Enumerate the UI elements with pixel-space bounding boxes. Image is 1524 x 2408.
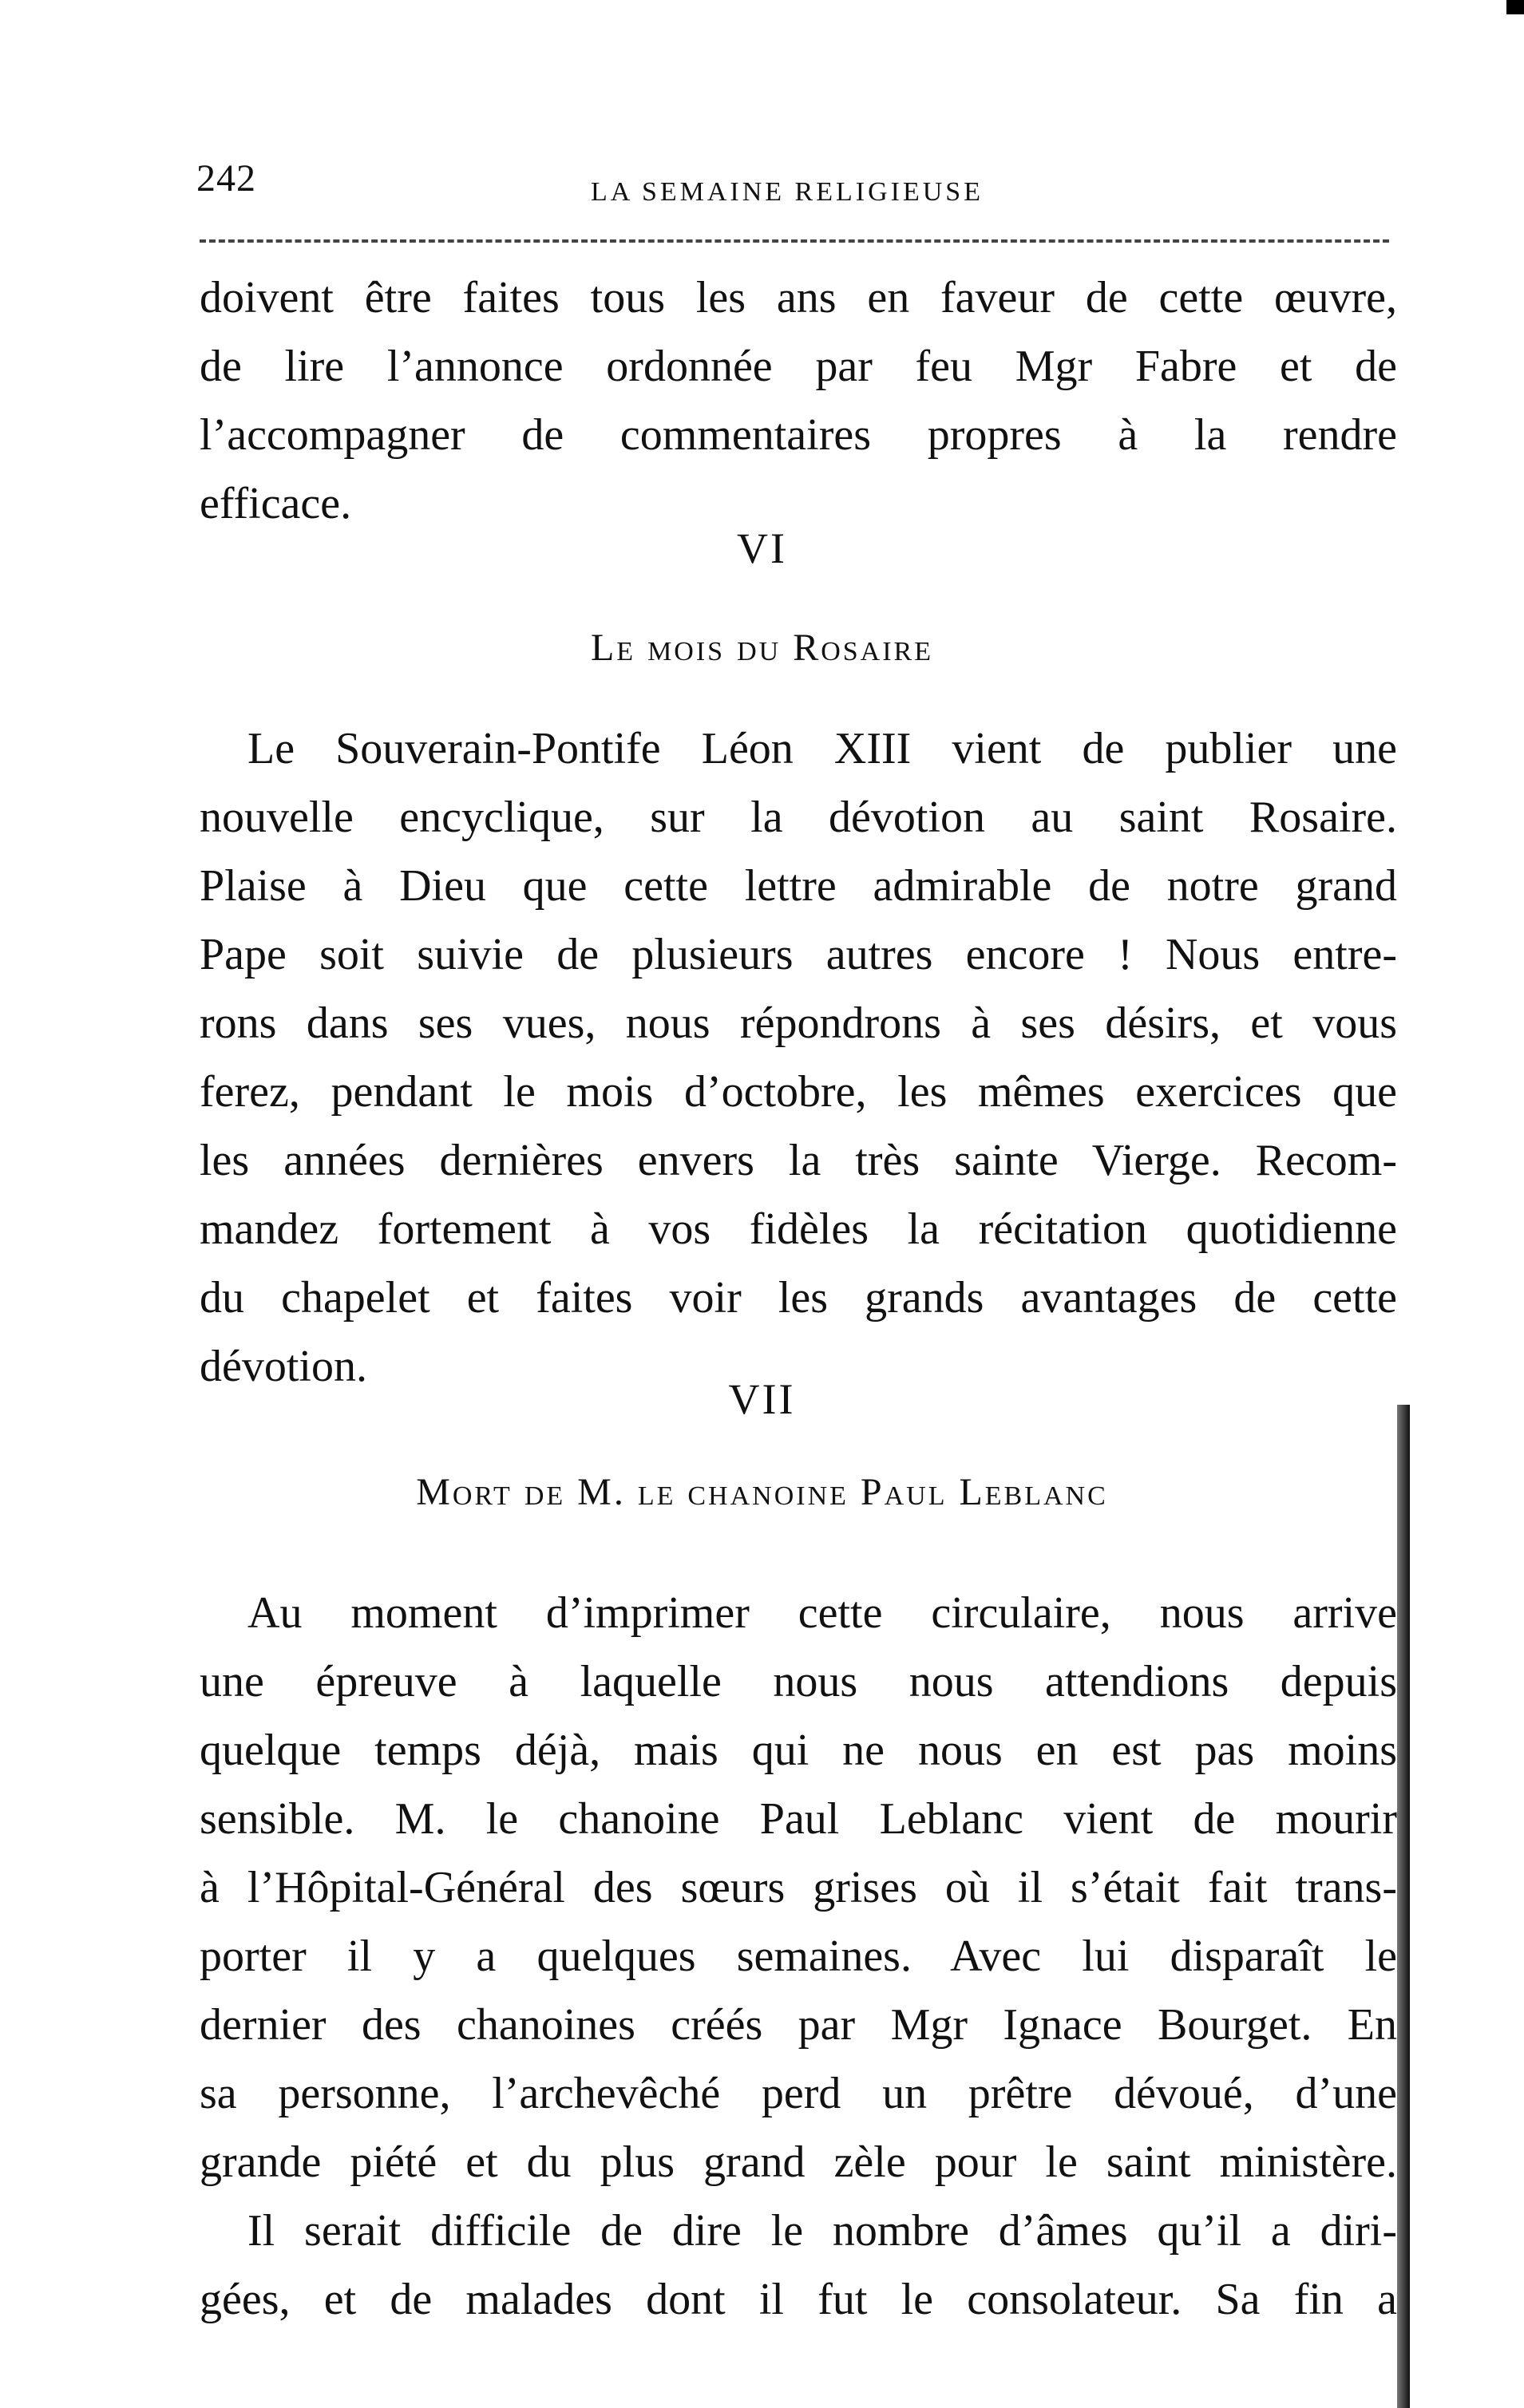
text-line: grande piété et du plus grand zèle pour le saint ministère. — [200, 2137, 1397, 2187]
text-line: dernier des chanoines créés par Mgr Ignace Bourget. En — [200, 2000, 1397, 2050]
text-line: dévotion. — [200, 1342, 367, 1391]
text-line: quelque temps déjà, mais qui ne nous en est pas moins — [200, 1726, 1397, 1775]
scan-edge-mark — [1506, 0, 1524, 14]
section-vi-paragraph — [200, 714, 1397, 1401]
text-line: sensible. M. le chanoine Paul Leblanc vient de mourir — [200, 1794, 1397, 1844]
text-line: mandez fortement à vos fidèles la récitation quotidienne — [200, 1204, 1397, 1254]
running-title: LA SEMAINE RELIGIEUSE — [591, 177, 984, 207]
text-line: gées, et de malades dont il fut le consolateur. Sa fin a — [200, 2275, 1397, 2324]
text-line: une épreuve à laquelle nous nous attendions depuis — [200, 1657, 1397, 1706]
text-line: Pape soit suivie de plusieurs autres encore ! Nous entre- — [200, 930, 1397, 979]
section-title-leblanc: Mort de M. le chanoine Paul Leblanc — [416, 1471, 1108, 1513]
text-line: Au moment d’imprimer cette circulaire, nous arrive — [247, 1588, 1397, 1638]
text-line: du chapelet et faites voir les grands avantages de cette — [200, 1273, 1397, 1323]
text-line: efficace. — [200, 479, 352, 528]
text-line: sa personne, l’archevêché perd un prêtre dévoué, d’une — [200, 2069, 1397, 2118]
continuation-paragraph — [200, 263, 1397, 538]
section-vii-paragraph — [200, 1579, 1397, 2334]
text-line: à l’Hôpital-Général des sœurs grises où il s’était fait trans- — [200, 1863, 1397, 1912]
text-line: de lire l’annonce ordonnée par feu Mgr Fabre et de — [200, 342, 1397, 391]
text-line: Il serait difficile de dire le nombre d’âmes qu’il a diri- — [247, 2206, 1397, 2256]
text-line: rons dans ses vues, nous répondrons à ses désirs, et vous — [200, 998, 1397, 1048]
text-line: l’accompagner de commentaires propres à la rendre — [200, 410, 1397, 460]
text-line: Plaise à Dieu que cette lettre admirable de notre grand — [200, 861, 1397, 911]
header-rule — [200, 239, 1389, 243]
text-line: ferez, pendant le mois d’octobre, les mêmes exercices que — [200, 1067, 1397, 1117]
text-line: Le Souverain-Pontife Léon XIII vient de publier une — [247, 724, 1397, 773]
section-numeral-vii: VII — [728, 1375, 796, 1423]
text-line: nouvelle encyclique, sur la dévotion au saint Rosaire. — [200, 793, 1397, 842]
section-numeral-vi: VI — [737, 524, 787, 572]
section-title-rosaire: Le mois du Rosaire — [590, 627, 933, 669]
page-number: 242 — [196, 157, 256, 200]
text-line: porter il y a quelques semaines. Avec lui disparaît le — [200, 1932, 1397, 1981]
scan-gutter-shadow — [1397, 1405, 1410, 2408]
text-line: les années dernières envers la très sainte Vierge. Recom- — [200, 1136, 1397, 1185]
text-line: doivent être faites tous les ans en faveur de cette œuvre, — [200, 273, 1397, 322]
